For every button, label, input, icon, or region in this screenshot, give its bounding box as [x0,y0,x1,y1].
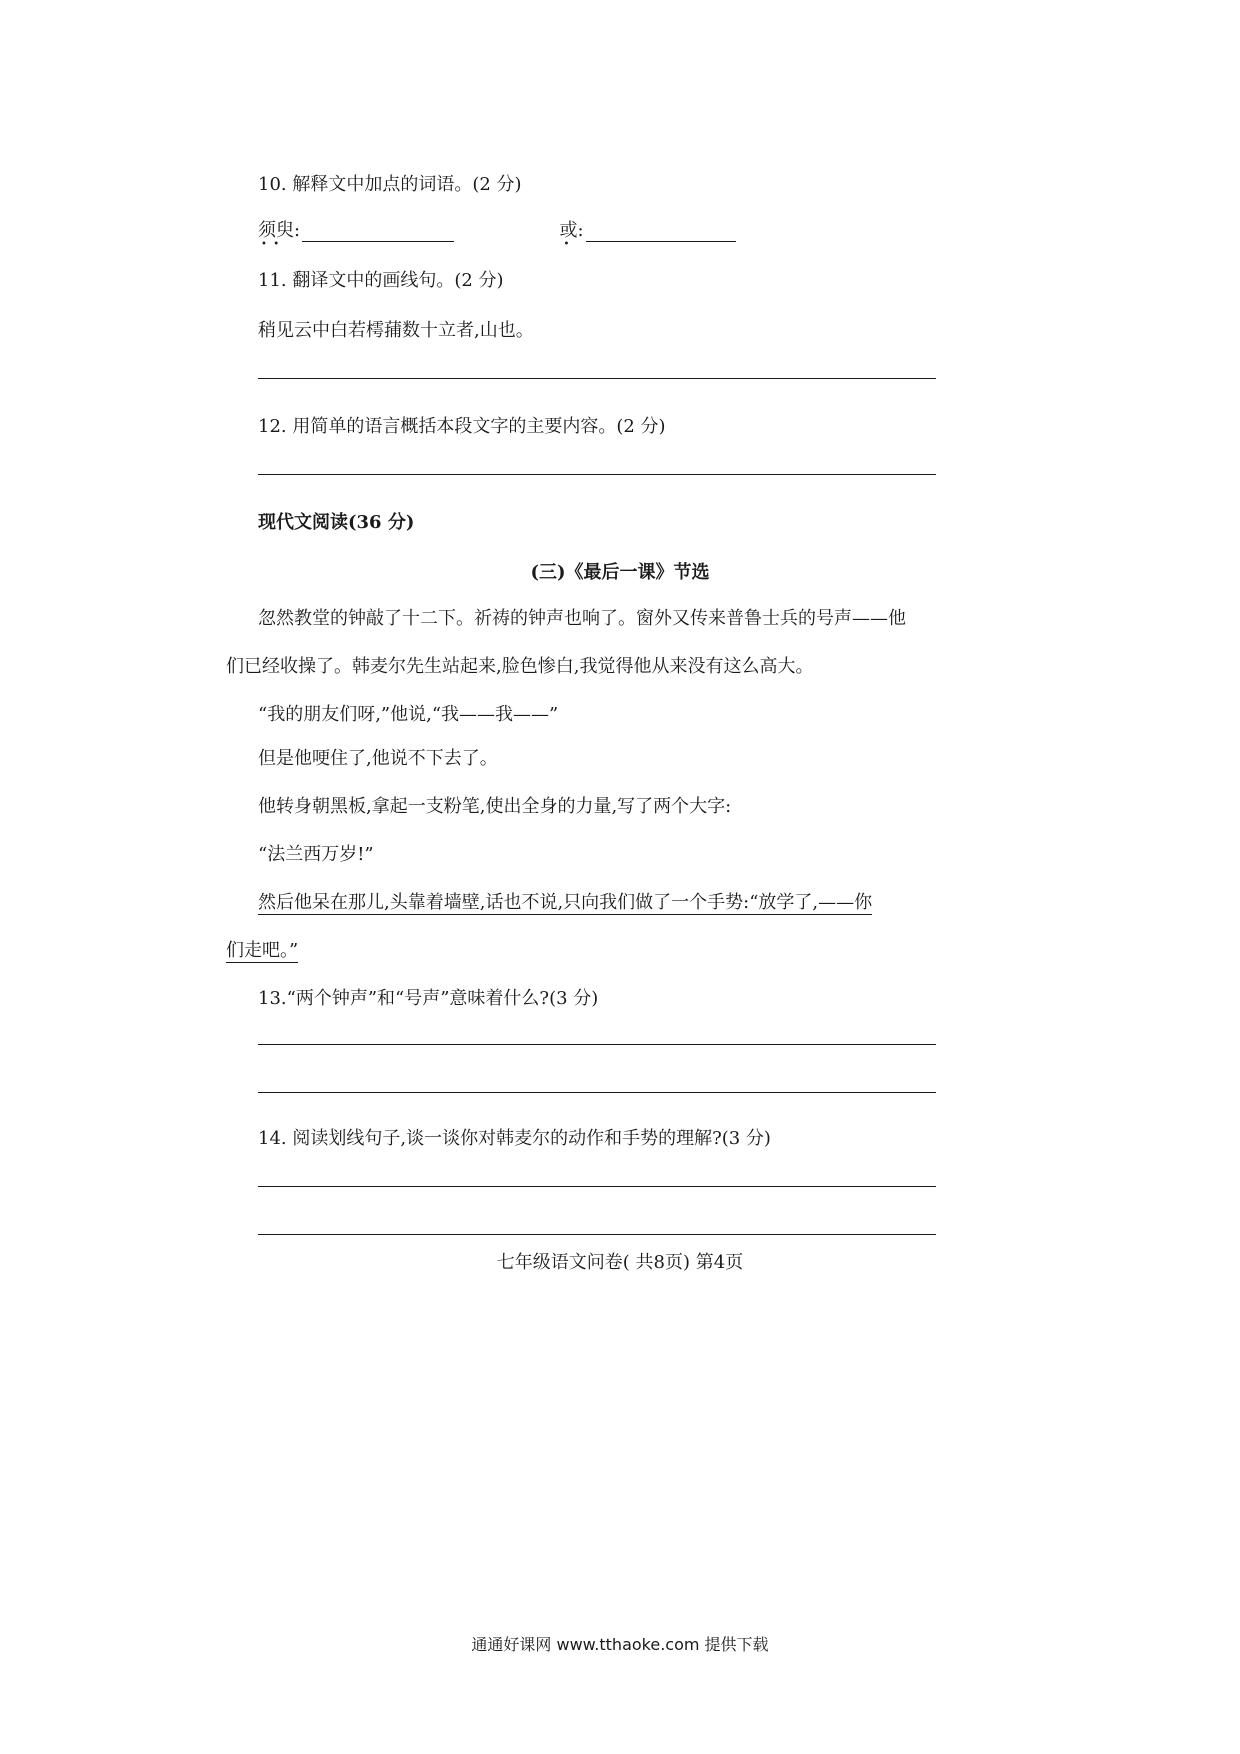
passage-p3: 但是他哽住了,他说不下去了。 [258,748,498,769]
q12-answer-line[interactable] [258,474,936,475]
section-heading: 现代文阅读(36 分) [258,512,415,533]
q10-answer-blank-2[interactable] [586,221,736,242]
passage-p5: “法兰西万岁!” [258,844,374,865]
emphasis-dot: • [563,239,570,250]
passage-title: (三)《最后一课》节选 [530,562,710,583]
question-12: 12. 用简单的语言概括本段文字的主要内容。(2 分) [258,416,666,437]
q10-term-2-text: 或 [559,220,578,241]
passage-p4: 他转身朝黑板,拿起一支粉笔,使出全身的力量,写了两个大字: [258,796,732,817]
q10-term-1-colon: : [294,220,301,241]
question-11: 11. 翻译文中的画线句。(2 分) [258,270,504,291]
q10-answer-row [258,216,736,250]
q10-term-2 [559,216,578,250]
q13-answer-line-2[interactable] [258,1092,936,1093]
emphasis-dots: • • [261,239,280,250]
q10-answer-blank-1[interactable] [302,221,454,242]
q14-answer-line-1[interactable] [258,1186,936,1187]
underlined-sentence-part1: 然后他呆在那儿,头靠着墙壁,话也不说,只向我们做了一个手势:“放学了,——你 [258,892,873,913]
q14-answer-line-2[interactable] [258,1234,936,1235]
underlined-sentence-part2: 们走吧。” [226,940,299,961]
q13-answer-line-1[interactable] [258,1044,936,1045]
question-13: 13.“两个钟声”和“号声”意味着什么?(3 分) [258,988,599,1009]
passage-p1-line2: 们已经收操了。韩麦尔先生站起来,脸色惨白,我觉得他从来没有这么高大。 [226,656,814,677]
page-footer: 七年级语文问卷( 共8页) 第4页 [496,1252,744,1273]
q11-sentence: 稍见云中白若樗蒱数十立者,山也。 [258,320,534,341]
question-14: 14. 阅读划线句子,谈一谈你对韩麦尔的动作和手势的理解?(3 分) [258,1128,771,1149]
download-note: 通通好课网 www.tthaoke.com 提供下载 [471,1635,769,1654]
q10-term-1-text: 须臾 [258,220,294,241]
q10-term-2-colon: : [577,220,584,241]
q11-answer-line[interactable] [258,378,936,379]
passage-p6-line2 [226,936,298,962]
question-10: 10. 解释文中加点的词语。(2 分) [258,174,522,195]
passage-p2: “我的朋友们呀,”他说,“我——我——” [258,704,559,725]
q10-term-1 [258,216,294,250]
passage-p1-line1: 忽然教堂的钟敲了十二下。祈祷的钟声也响了。窗外又传来普鲁士兵的号声——他 [258,608,906,629]
passage-p6-line1 [258,888,872,914]
